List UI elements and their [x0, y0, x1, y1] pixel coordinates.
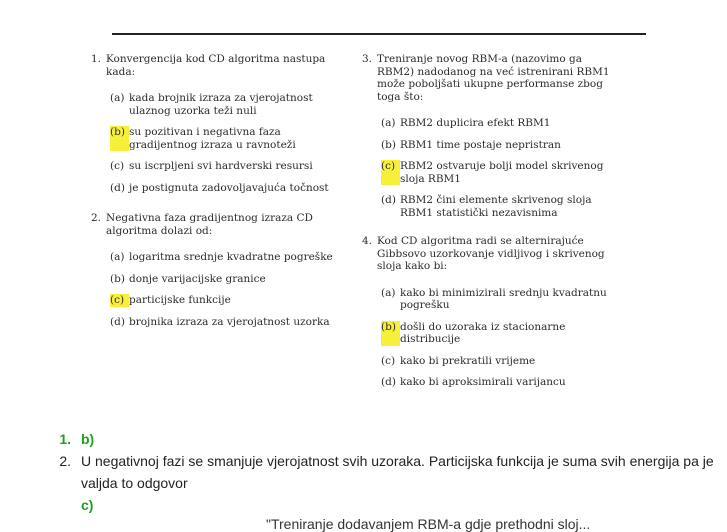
- question-3: [362, 53, 622, 103]
- answer-2: [0, 450, 727, 494]
- option-letter: (d): [381, 194, 396, 206]
- option-text: je postignuta zadovoljavajuća točnost: [129, 181, 329, 194]
- option-letter: (d): [110, 181, 125, 194]
- option-text: brojnika izraza za vjerojatnost uzorka: [129, 315, 330, 328]
- option-text: logaritma srednje kvadratne pogreške: [129, 251, 333, 263]
- option-1c: [110, 160, 343, 173]
- question-2: [91, 212, 343, 237]
- option-text: donje varijacijske granice: [129, 272, 266, 285]
- answer-choice: c): [81, 497, 94, 513]
- option-letter: (a): [381, 286, 396, 299]
- option-2a: [110, 251, 343, 264]
- answer-number: 2.: [59, 453, 71, 469]
- question-number: 3.: [362, 53, 373, 65]
- option-text: kada brojnik izraza za vjerojatnost ulaznog uzorka teži nuli: [129, 92, 313, 117]
- option-3b: [381, 139, 622, 152]
- option-text: su iscrpljeni svi hardverski resursi: [129, 160, 313, 172]
- option-text: particijske funkcije: [129, 294, 231, 306]
- question-number: 2.: [91, 212, 102, 224]
- option-letter: (b): [381, 138, 396, 151]
- option-letter: (b): [110, 272, 125, 285]
- option-letter: (c): [381, 354, 396, 367]
- option-3a: [381, 117, 622, 130]
- question-text: Treniranje novog RBM-a (nazovimo ga RBM2) nadodanog na već istrenirani RBM1 može poboljšati ukupne performanse zbog toga što:: [377, 53, 610, 103]
- answer-number: 1.: [59, 431, 71, 447]
- option-4b: [381, 321, 622, 346]
- answer-1: [0, 428, 727, 450]
- option-text: došli do uzoraka iz stacionarne distribucije: [400, 320, 566, 345]
- option-4a: [381, 287, 622, 312]
- question-number: 4.: [362, 235, 373, 247]
- option-text: kako bi minimizirali srednju kvadratnu pogrešku: [400, 286, 607, 311]
- option-letter-highlighted: (b): [381, 321, 400, 346]
- option-letter-highlighted: (c): [110, 294, 129, 307]
- option-letter: (d): [381, 376, 396, 388]
- option-1a: [110, 92, 343, 117]
- option-text: kako bi prekratili vrijeme: [400, 354, 536, 367]
- option-text: RBM2 duplicira efekt RBM1: [400, 117, 551, 129]
- option-text: kako bi aproksimirali varijancu: [400, 376, 566, 388]
- partially-visible-text: "Treniranje dodavanjem RBM-a gdje prethodni sloj...: [266, 516, 591, 532]
- question-text: Kod CD algoritma radi se alternirajuće Gibbsovo uzorkovanje vidljivog i skrivenog sloja kako bi:: [377, 235, 605, 272]
- option-2b: [110, 273, 343, 286]
- option-2c: [110, 294, 343, 307]
- option-1d: [110, 182, 343, 195]
- option-text: su pozitivan i negativna faza gradijentnog izraza u ravnoteži: [129, 126, 296, 151]
- left-column: [91, 53, 343, 337]
- option-letter-highlighted: (b): [110, 126, 129, 151]
- option-letter: (a): [381, 117, 396, 129]
- right-column: [362, 53, 622, 398]
- option-text: RBM1 time postaje nepristran: [400, 138, 561, 151]
- option-1b: [110, 126, 343, 151]
- option-2d: [110, 316, 343, 329]
- option-3d: [381, 194, 622, 219]
- question-1: [91, 53, 343, 78]
- option-letter: (d): [110, 315, 125, 328]
- question-number: 1.: [91, 53, 102, 65]
- option-4c: [381, 355, 622, 368]
- option-text: RBM2 čini elemente skrivenog sloja RBM1 statistički nezavisnima: [400, 194, 592, 219]
- option-letter: (c): [110, 160, 125, 172]
- option-text: RBM2 ostvaruje bolji model skrivenog sloja RBM1: [400, 160, 604, 185]
- option-letter: (a): [110, 251, 125, 263]
- answer-list: [0, 428, 727, 516]
- option-4d: [381, 376, 622, 389]
- option-3c: [381, 160, 622, 185]
- question-text: Konvergencija kod CD algoritma nastupa kada:: [106, 53, 326, 78]
- question-text: Negativna faza gradijentnog izraza CD algoritma dolazi od:: [106, 212, 313, 237]
- question-4: [362, 235, 622, 273]
- top-rule: [112, 33, 646, 35]
- answer-choice: b): [81, 431, 95, 447]
- answer-explanation: U negativnoj fazi se smanjuje vjerojatnost svih uzoraka. Particijska funkcija je suma svih energija pa je valjda to odgovor: [81, 453, 714, 491]
- option-letter-highlighted: (c): [381, 160, 400, 185]
- option-letter: (a): [110, 92, 125, 104]
